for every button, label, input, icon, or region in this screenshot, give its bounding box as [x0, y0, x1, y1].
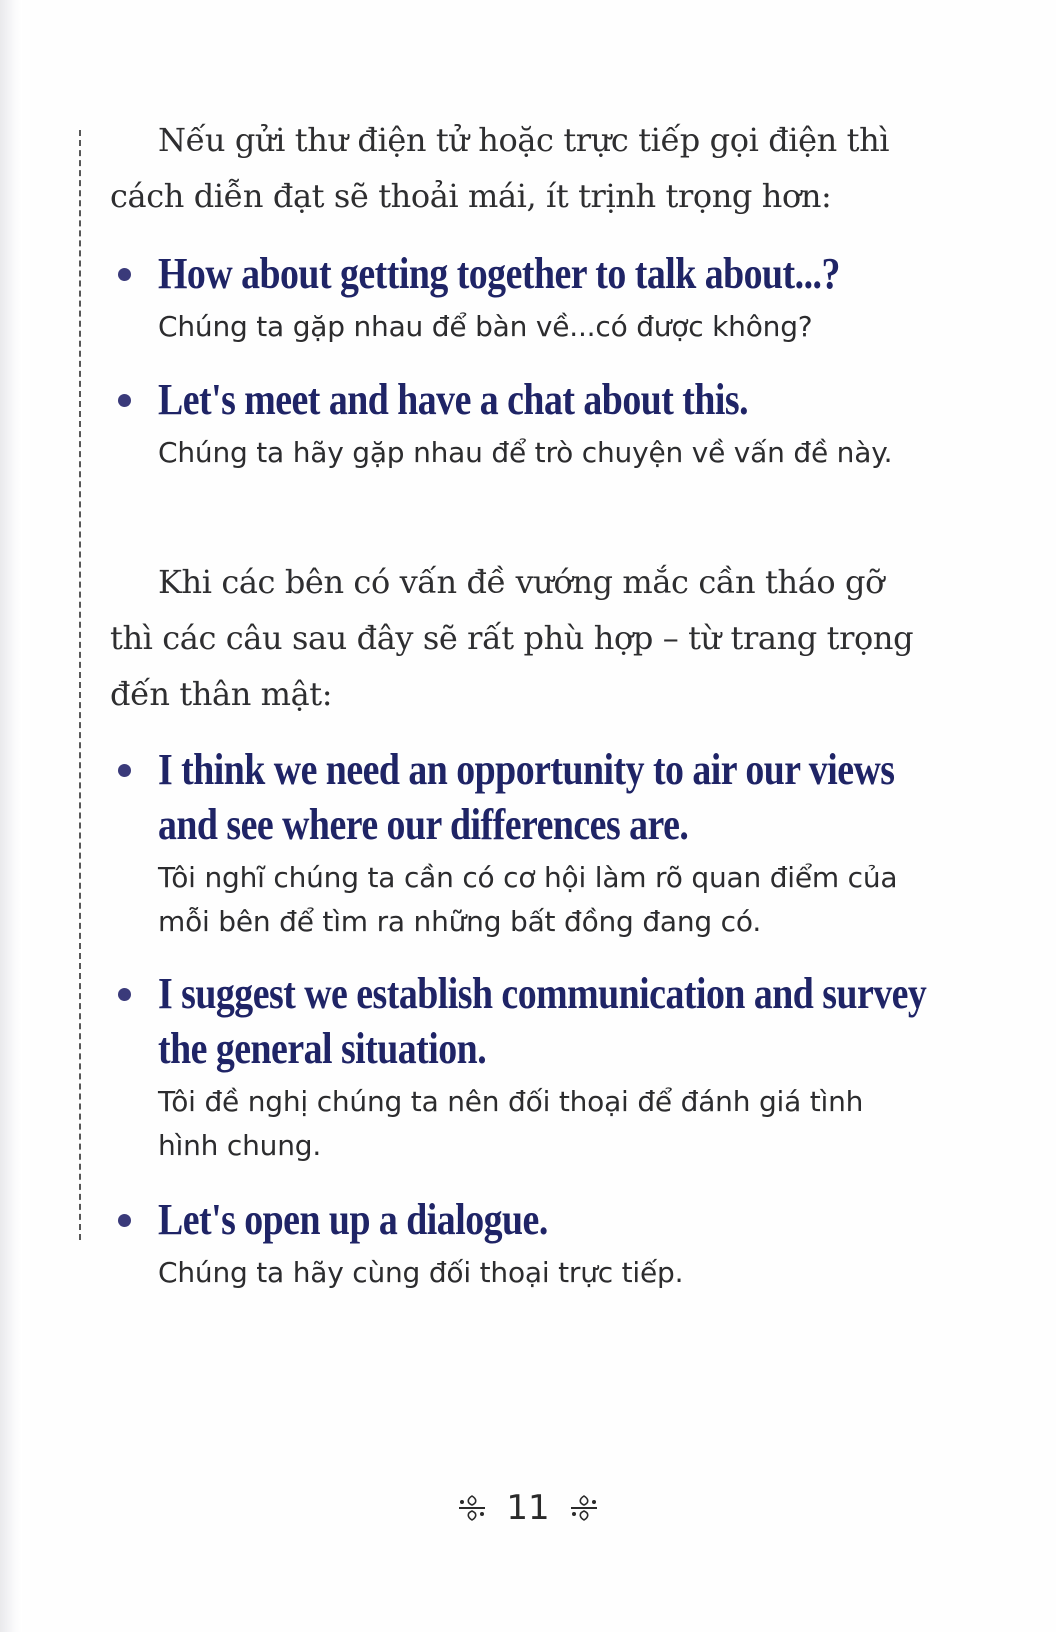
- fleuron-right-icon: [569, 1493, 599, 1523]
- phrase-item-1: [118, 246, 938, 349]
- page-gutter-shadow: [0, 0, 22, 1632]
- bullet-icon: [118, 394, 131, 407]
- bullet-icon: [118, 988, 131, 1001]
- bullet-icon: [118, 1214, 131, 1227]
- page-footer: [0, 1488, 1056, 1528]
- phrase-vietnamese: Chúng ta hãy gặp nhau để trò chuyện về vấn đề này.: [158, 436, 893, 469]
- bullet-icon: [118, 764, 131, 777]
- phrase-english: How about getting together to talk about...?: [158, 249, 840, 298]
- phrase-vietnamese: Chúng ta hãy cùng đối thoại trực tiếp.: [158, 1256, 684, 1289]
- page-number: 11: [506, 1488, 550, 1528]
- phrase-item-2: [118, 372, 938, 475]
- intro-paragraph-1-text: Nếu gửi thư điện tử hoặc trực tiếp gọi điện thì cách diễn đạt sẽ thoải mái, ít trịnh trọng hơn:: [110, 121, 890, 215]
- intro-paragraph-2-text: Khi các bên có vấn đề vướng mắc cần tháo gỡ thì các câu sau đây sẽ rất phù hợp – từ trang trọng đến thân mật:: [110, 563, 914, 713]
- phrase-item-4: [118, 966, 938, 1168]
- phrase-item-3: [118, 742, 938, 944]
- phrase-item-5: [118, 1192, 938, 1295]
- phrase-english: Let's open up a dialogue.: [158, 1195, 548, 1244]
- phrase-vietnamese: Tôi đề nghị chúng ta nên đối thoại để đánh giá tình hình chung.: [158, 1085, 864, 1162]
- fleuron-left-icon: [457, 1493, 487, 1523]
- dashed-margin-rule: [79, 130, 81, 1240]
- phrase-english: I think we need an opportunity to air our views and see where our differences are.: [158, 745, 895, 849]
- intro-paragraph-2: [110, 554, 930, 722]
- intro-paragraph-1: [110, 112, 930, 224]
- phrase-vietnamese: Tôi nghĩ chúng ta cần có cơ hội làm rõ quan điểm của mỗi bên để tìm ra những bất đồng đang có.: [158, 861, 898, 938]
- phrase-english: I suggest we establish communication and survey the general situation.: [158, 969, 927, 1073]
- phrase-vietnamese: Chúng ta gặp nhau để bàn về...có được không?: [158, 310, 813, 343]
- phrase-english: Let's meet and have a chat about this.: [158, 375, 749, 424]
- bullet-icon: [118, 268, 131, 281]
